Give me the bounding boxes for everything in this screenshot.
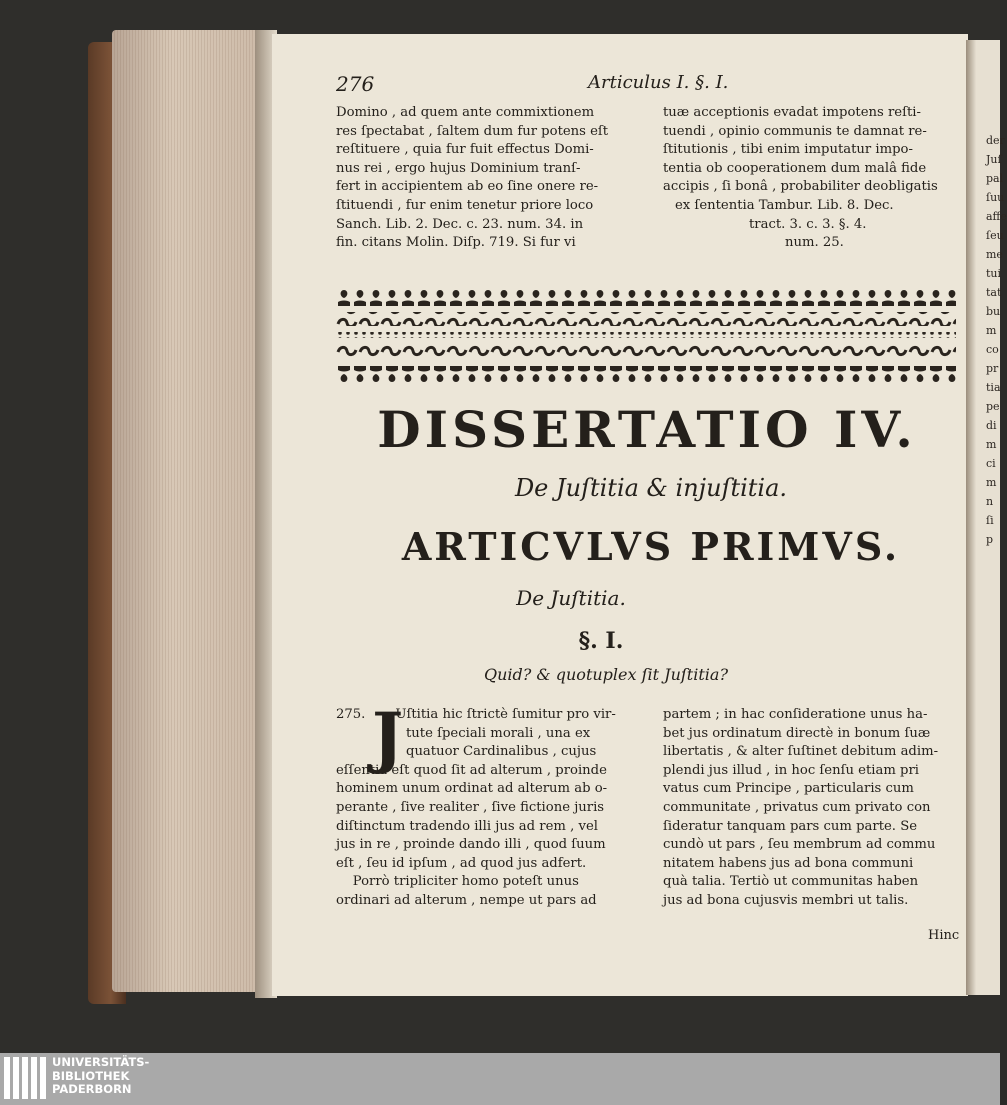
facing-page-fragment: tia [986, 381, 1001, 394]
text-line: plendi jus illud , in hoc ſenſu etiam pri [663, 762, 920, 778]
page-block-edges [112, 30, 262, 992]
facing-page-fragment: p [986, 533, 994, 546]
text-line: tuæ acceptionis evadat impotens reſti- [663, 105, 921, 120]
text-line: eſſentia eſt quod ſit ad alterum , proinde [336, 762, 607, 778]
text-line: jus ad bona cujusvis membri ut talis. [663, 892, 909, 908]
facing-page-fragment: der [986, 134, 1005, 147]
facing-page-fragment: co [986, 343, 999, 356]
facing-page-fragment: ſeu [986, 229, 1004, 242]
facing-page-fragment: ſuu [986, 191, 1005, 204]
text-line: tract. 3. c. 3. §. 4. [749, 216, 867, 232]
text-line: cundò ut pars , ſeu membrum ad commu [663, 837, 936, 853]
drop-cap: J [372, 698, 404, 776]
text-line: partem ; in hac conſideratione unus ha- [663, 707, 928, 722]
text-line: tentia ob cooperationem dum malâ fide [663, 160, 927, 176]
text-line: nitatem habens jus ad bona communi [663, 855, 914, 871]
facing-page-fragment: bu [986, 305, 1001, 318]
text-line: communitate , privatus cum privato con [663, 799, 931, 815]
text-line: diſtinctum tradendo illi jus ad rem , vel [336, 818, 598, 834]
facing-page-fragment: tui [986, 267, 1002, 280]
running-head: Articulus I. §. I. [588, 72, 729, 93]
text-line: jus in re , proinde dando illi , quod ſuum [336, 837, 606, 853]
facing-page-fragment: Juſ [986, 153, 1002, 166]
facing-page-edge [966, 40, 1007, 995]
text-line: fin. citans Molin. Diſp. 719. Si fur vi [336, 235, 576, 251]
library-name-line: UNIVERSITÄTS- [52, 1055, 150, 1069]
facing-page-fragment: di [986, 419, 997, 432]
text-line: quà talia. Tertiò ut communitas haben [663, 874, 919, 890]
text-line: vatus cum Principe , particularis cum [663, 781, 914, 797]
text-line: Domino , ad quem ante commixtionem [336, 105, 595, 120]
text-line: eſt , ſeu id ipſum , ad quod jus adfert. [336, 855, 587, 871]
body-right-column [663, 706, 938, 911]
facing-page-fragment: me [986, 248, 1003, 261]
section-question: Quid? & quotuplex ſit Juſtitia? [483, 665, 729, 684]
facing-page-fragment: m [986, 438, 997, 451]
text-line: libertatis , & alter ſuſtinet debitum adim- [663, 744, 939, 760]
facing-page-fragment: affe [986, 210, 1007, 223]
text-line: ſideratur tanquam pars cum parte. Se [663, 818, 918, 834]
text-line: perante , ſive realiter , ſive fictione juris [336, 799, 605, 815]
text-line: ſtitutionis , tibi enim imputatur impo- [663, 142, 913, 158]
text-line: quatuor Cardinalibus , cujus [406, 744, 597, 760]
dissertation-title: DISSERTATIO IV. [377, 400, 917, 459]
article-title: ARTICVLVS PRIMVS. [401, 524, 901, 569]
section-mark: §. I. [578, 628, 624, 654]
text-line: Porrò tripliciter homo poteſt unus [336, 874, 579, 890]
text-line: hominem unum ordinat ad alterum ab o- [336, 781, 608, 797]
text-line: accipis , ſi bonâ , probabiliter deobligatis [663, 179, 938, 195]
dissertation-subtitle: De Juſtitia & injuſtitia. [514, 474, 788, 502]
facing-page-fragment: pe [986, 400, 1000, 413]
text-line: ex ſententia Tambur. Lib. 8. Dec. [675, 197, 894, 213]
top-left-column [336, 104, 608, 253]
top-right-column [663, 104, 938, 253]
text-line: Sanch. Lib. 2. Dec. c. 23. num. 34. in [336, 216, 584, 232]
text-line: res ſpectabat , ſaltem dum fur potens eſt [336, 123, 609, 139]
library-name-line: BIBLIOTHEK [52, 1068, 130, 1083]
facing-page-fragment: pr [986, 362, 999, 375]
library-name [52, 1056, 149, 1097]
text-line: bet jus ordinatum directè in bonum ſuæ [663, 725, 931, 741]
facing-page-fragment: tat [986, 286, 1002, 299]
text-line: tute ſpeciali morali , una ex [406, 725, 591, 741]
text-line: ordinari ad alterum , nempe ut pars ad [336, 892, 597, 908]
paragraph-number: 275. [336, 707, 366, 722]
page-number: 276 [336, 72, 375, 96]
text-line: fert in accipientem ab eo ſine onere re- [336, 179, 599, 195]
article-subtitle: De Juſtitia. [516, 586, 626, 610]
library-footer-bar [0, 1053, 1000, 1105]
facing-page-fragment: ſi [986, 514, 994, 527]
facing-page-fragment: m [986, 476, 997, 489]
ornamental-border [336, 288, 956, 392]
facing-page-fragment: ci [986, 457, 996, 470]
text-line: num. 25. [785, 235, 844, 251]
text-line: reſtituere , quia fur fuit effectus Domi- [336, 142, 594, 158]
facing-page-fragment: pal [986, 172, 1004, 185]
facing-page-fragment: m [986, 324, 997, 337]
text-line: ſtituendi , fur enim tenetur priore loco [336, 197, 594, 213]
catchword: Hinc [928, 928, 960, 943]
text-line: tuendi , opinio communis te damnat re- [663, 123, 927, 139]
library-logo-icon [4, 1057, 46, 1099]
text-line: 275. Uſtitia hic ſtrictè ſumitur pro vir- [336, 707, 616, 722]
library-name-line: PADERBORN [52, 1082, 132, 1096]
text-line: nus rei , ergo hujus Dominium tranſ- [336, 160, 581, 176]
facing-page-fragment: n [986, 495, 994, 508]
